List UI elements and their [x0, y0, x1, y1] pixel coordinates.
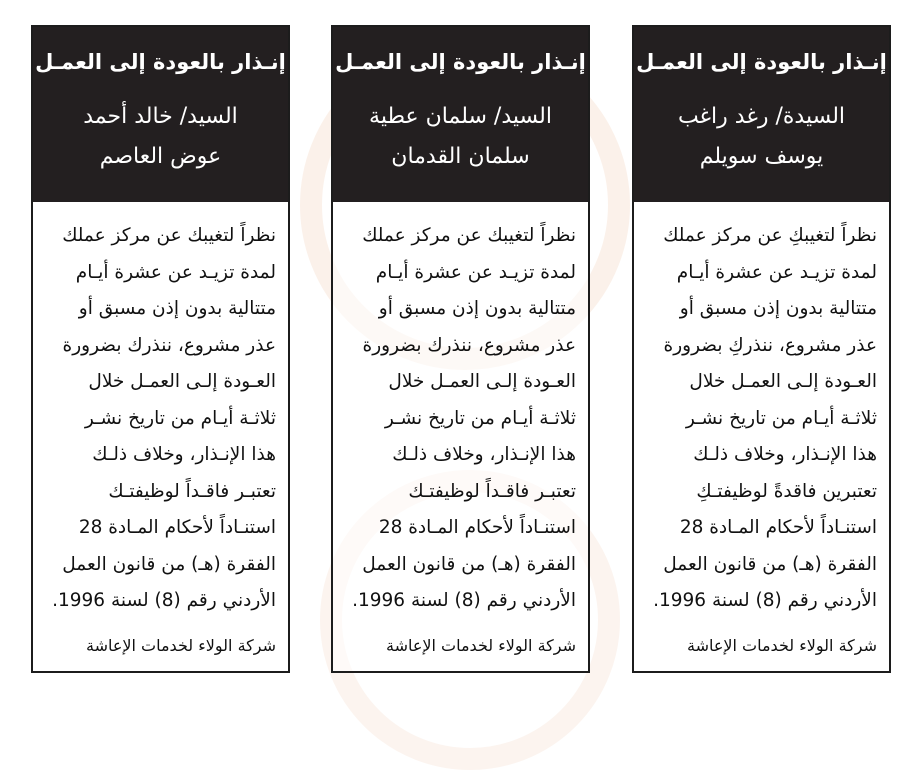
body-line: الفقرة (هـ) من قانون العمل [663, 553, 877, 575]
body-line: عذر مشروع، ننذرك بضرورة [62, 334, 276, 356]
body-line: هذا الإنـذار، وخلاف ذلـك [392, 444, 576, 465]
body-line: استنـاداً لأحكام المـادة 28 [378, 517, 576, 538]
company-signature: شركة الولاء لخدمات الإعاشة [686, 636, 877, 655]
body-line: العـودة إلـى العمـل خلال [88, 371, 276, 392]
body-line: استنـاداً لأحكام المـادة 28 [679, 517, 877, 538]
body-line: لمدة تزيـد عن عشرة أيـام [676, 261, 877, 283]
body-line: ثلاثـة أيـام من تاريخ نشـر [685, 407, 877, 429]
recipient-name-line2: عوض العاصم [99, 144, 222, 169]
notice-card [331, 25, 590, 673]
notice-body [333, 202, 588, 620]
notice-body [634, 202, 889, 620]
body-line: العـودة إلـى العمـل خلال [388, 371, 576, 392]
body-line: هذا الإنـذار، وخلاف ذلـك [693, 444, 877, 465]
notice-title: إنـذار بالعودة إلى العمـل [335, 50, 586, 74]
notice-header [33, 27, 288, 202]
notice-header [333, 27, 588, 202]
recipient-name-line1: السيد/ خالد أحمد [83, 104, 238, 129]
body-line: عذر مشروع، ننذرك بضرورة [362, 334, 576, 356]
body-line: ثلاثـة أيـام من تاريخ نشـر [84, 407, 276, 429]
recipient-name-line2: يوسف سويلم [699, 144, 824, 169]
body-line: ثلاثـة أيـام من تاريخ نشـر [384, 407, 576, 429]
body-line: هذا الإنـذار، وخلاف ذلـك [92, 444, 276, 465]
body-line: نظراً لتغيبكِ عن مركز عملك [663, 225, 877, 246]
recipient-name-line1: السيدة/ رغد راغب [677, 104, 846, 129]
notice-card [632, 25, 891, 673]
recipient-name-line2: سلمان القدمان [391, 144, 530, 169]
body-line: متتالية بدون إذن مسبق أو [78, 298, 276, 319]
company-signature: شركة الولاء لخدمات الإعاشة [385, 636, 576, 655]
recipient-name-line1: السيد/ سلمان عطية [369, 104, 552, 129]
body-line: تعتبرين فاقدةً لوظيفتـكِ [696, 480, 877, 502]
body-line: عذر مشروع، ننذركِ بضرورة [663, 334, 877, 356]
body-line: الفقرة (هـ) من قانون العمل [62, 553, 276, 575]
body-line: لمدة تزيـد عن عشرة أيـام [375, 261, 576, 283]
body-line: نظراً لتغيبك عن مركز عملك [362, 225, 576, 246]
body-line: الأردني رقم (8) لسنة 1996. [52, 590, 276, 611]
notice-card [31, 25, 290, 673]
company-signature: شركة الولاء لخدمات الإعاشة [85, 636, 276, 655]
body-line: تعتبـر فاقـداً لوظيفتـك [108, 480, 276, 502]
body-line: الأردني رقم (8) لسنة 1996. [653, 590, 877, 611]
notice-title: إنـذار بالعودة إلى العمـل [636, 50, 887, 74]
body-line: استنـاداً لأحكام المـادة 28 [78, 517, 276, 538]
body-line: لمدة تزيـد عن عشرة أيـام [75, 261, 276, 283]
notice-body [33, 202, 288, 620]
notice-title: إنـذار بالعودة إلى العمـل [35, 50, 286, 74]
body-line: الفقرة (هـ) من قانون العمل [362, 553, 576, 575]
notice-header [634, 27, 889, 202]
body-line: متتالية بدون إذن مسبق أو [378, 298, 576, 319]
body-line: نظراً لتغيبك عن مركز عملك [62, 225, 276, 246]
body-line: متتالية بدون إذن مسبق أو [679, 298, 877, 319]
body-line: العـودة إلـى العمـل خلال [689, 371, 877, 392]
body-line: تعتبـر فاقـداً لوظيفتـك [408, 480, 576, 502]
body-line: الأردني رقم (8) لسنة 1996. [352, 590, 576, 611]
